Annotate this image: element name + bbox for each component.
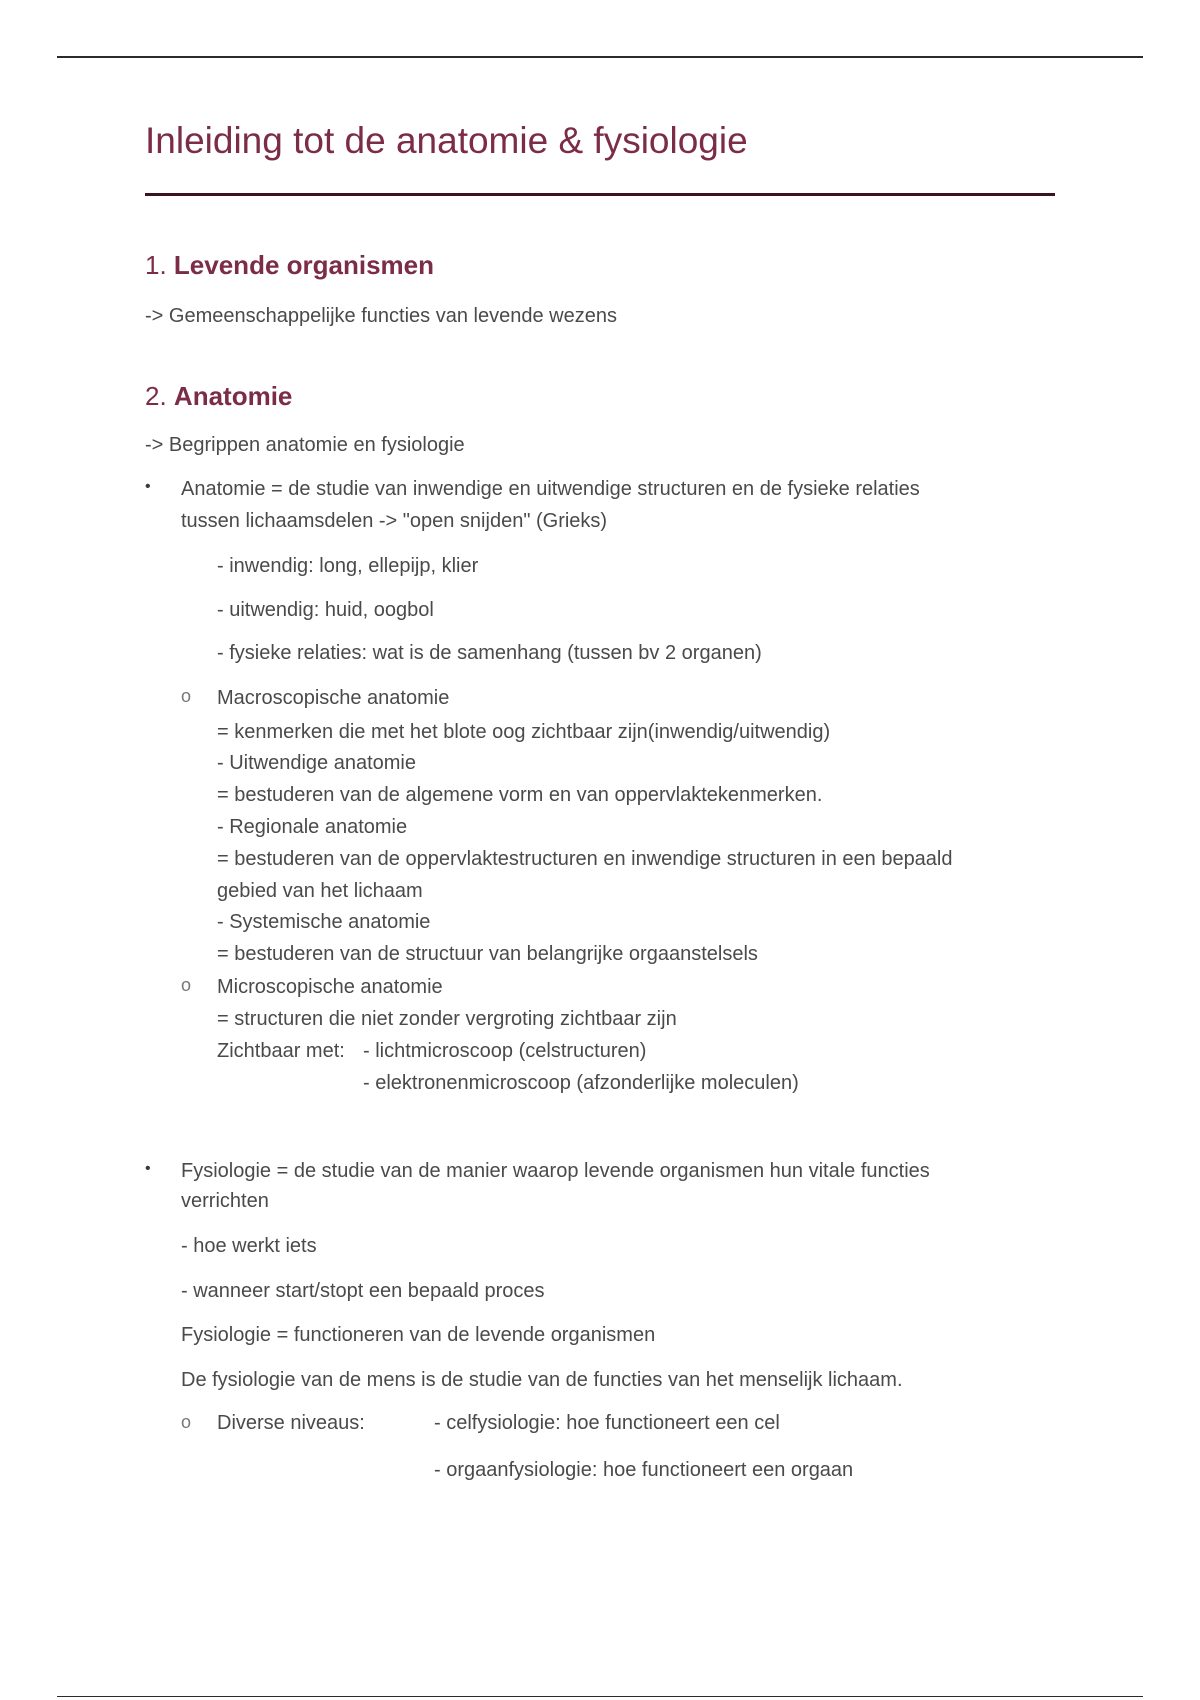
fysiologie-statement: De fysiologie van de mens is de studie van de functies van het menselijk lichaam. (181, 1369, 903, 1391)
macro-line: = bestuderen van de structuur van belangrijke orgaanstelsels (217, 943, 758, 965)
list-item: - wanneer start/stopt een bepaald proces (181, 1280, 545, 1302)
page-bottom-rule (57, 1696, 1143, 1697)
macro-line: - Systemische anatomie (217, 911, 431, 933)
micro-tool: - elektronenmicroscoop (afzonderlijke moleculen) (363, 1072, 799, 1094)
macro-label: Macroscopische anatomie (217, 687, 450, 709)
levels-label: Diverse niveaus: (217, 1412, 365, 1434)
macro-line: gebied van het lichaam (217, 880, 423, 902)
sub-bullet-marker: o (181, 686, 192, 706)
section-number: 2. (145, 381, 167, 411)
micro-visible-label: Zichtbaar met: (217, 1040, 345, 1062)
section-intro: -> Gemeenschappelijke functies van levende wezens (145, 305, 617, 327)
anatomie-definition-line1: Anatomie = de studie van inwendige en uitwendige structuren en de fysieke relaties (181, 478, 920, 500)
section-number: 1. (145, 250, 167, 280)
sub-bullet-marker: o (181, 975, 192, 995)
bullet-marker: • (145, 478, 151, 495)
title-underline (145, 193, 1055, 196)
list-item: - uitwendig: huid, oogbol (217, 599, 434, 621)
section-intro: -> Begrippen anatomie en fysiologie (145, 434, 465, 456)
micro-line: = structuren die niet zonder vergroting zichtbaar zijn (217, 1008, 677, 1030)
sub-bullet-marker: o (181, 1412, 192, 1432)
list-item: - hoe werkt iets (181, 1235, 317, 1257)
anatomie-definition-line2: tussen lichaamsdelen -> "open snijden" (Grieks) (181, 510, 608, 532)
macro-line: - Uitwendige anatomie (217, 752, 416, 774)
list-item: - fysieke relaties: wat is de samenhang (tussen bv 2 organen) (217, 642, 762, 664)
fysiologie-definition-line2: verrichten (181, 1190, 269, 1212)
section-heading-2 (145, 381, 292, 412)
macro-line: = kenmerken die met het blote oog zichtbaar zijn(inwendig/uitwendig) (217, 721, 831, 743)
section-heading-1 (145, 250, 434, 281)
macro-line: = bestuderen van de oppervlaktestructuren en inwendige structuren in een bepaald (217, 848, 953, 870)
micro-label: Microscopische anatomie (217, 976, 443, 998)
document-title: Inleiding tot de anatomie & fysiologie (145, 120, 748, 161)
macro-line: = bestuderen van de algemene vorm en van oppervlaktekenmerken. (217, 784, 823, 806)
level-item: - celfysiologie: hoe functioneert een cel (434, 1412, 780, 1434)
section-title: Levende organismen (173, 250, 434, 280)
micro-tool: - lichtmicroscoop (celstructuren) (363, 1040, 647, 1062)
fysiologie-definition-line1: Fysiologie = de studie van de manier waarop levende organismen hun vitale functies (181, 1160, 930, 1182)
page-top-rule (57, 56, 1143, 58)
bullet-marker: • (145, 1160, 151, 1177)
level-item: - orgaanfysiologie: hoe functioneert een orgaan (434, 1459, 854, 1481)
fysiologie-statement: Fysiologie = functioneren van de levende organismen (181, 1324, 656, 1346)
macro-line: - Regionale anatomie (217, 816, 408, 838)
list-item: - inwendig: long, ellepijp, klier (217, 555, 479, 577)
section-title: Anatomie (173, 381, 293, 411)
